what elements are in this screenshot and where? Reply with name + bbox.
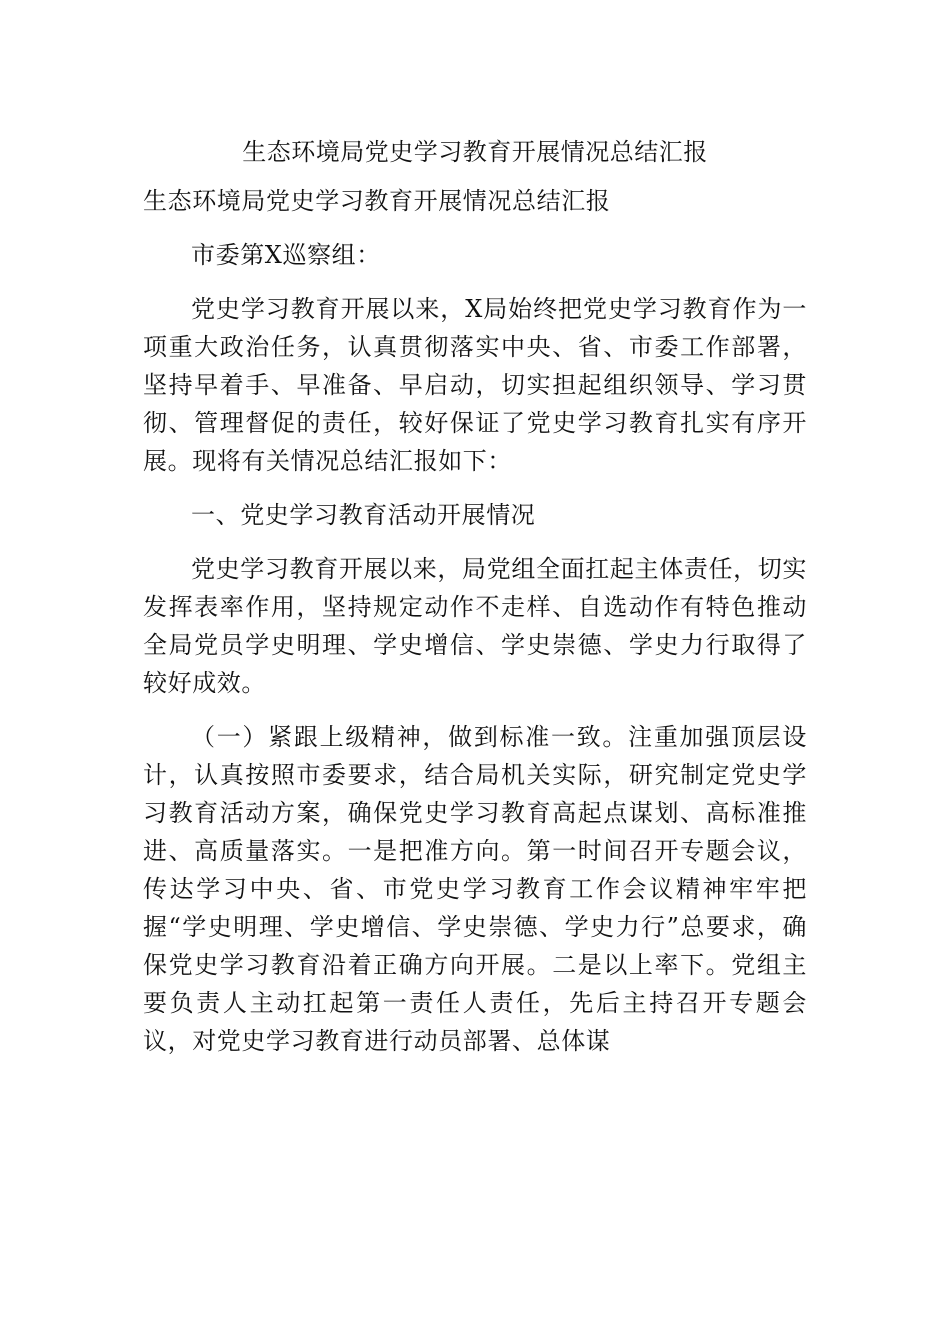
paragraph-subsection-1: （一）紧跟上级精神，做到标准一致。注重加强顶层设计，认真按照市委要求，结合局机关实际，研究制定党史学习教育活动方案，确保党史学习教育高起点谋划、高标准推进、高质量落实。一是把准方向。第一时间召开专题会议，传达学习中央、省、市党史学习教育工作会议精神牢牢把握“学史明理、学史增信、学史崇德、学史力行”总要求，确保党史学习教育沿着正确方向开展。二是以上率下。党组主要负责人主动扛起第一责任人责任，先后主持召开专题会议，对党史学习教育进行动员部署、总体谋 <box>143 723 807 1055</box>
paragraph-intro: 党史学习教育开展以来，X局始终把党史学习教育作为一项重大政治任务，认真贯彻落实中央、省、市委工作部署，坚持早着手、早准备、早启动，切实担起组织领导、学习贯彻、管理督促的责任，较好保证了党史学习教育扎实有序开展。现将有关情况总结汇报如下： <box>143 295 807 475</box>
document-subtitle: 生态环境局党史学习教育开展情况总结汇报 <box>143 187 611 215</box>
paragraph-overview: 党史学习教育开展以来，局党组全面扛起主体责任，切实发挥表率作用，坚持规定动作不走样、自选动作有特色推动全局党员学史明理、学史增信、学史崇德、学史力行取得了较好成效。 <box>143 555 807 697</box>
document-body <box>143 182 807 1076</box>
document-title: 生态环境局党史学习教育开展情况总结汇报 <box>242 138 708 166</box>
section-heading: 一、党史学习教育活动开展情况 <box>191 501 536 529</box>
salutation: 市委第X巡察组： <box>191 241 381 269</box>
